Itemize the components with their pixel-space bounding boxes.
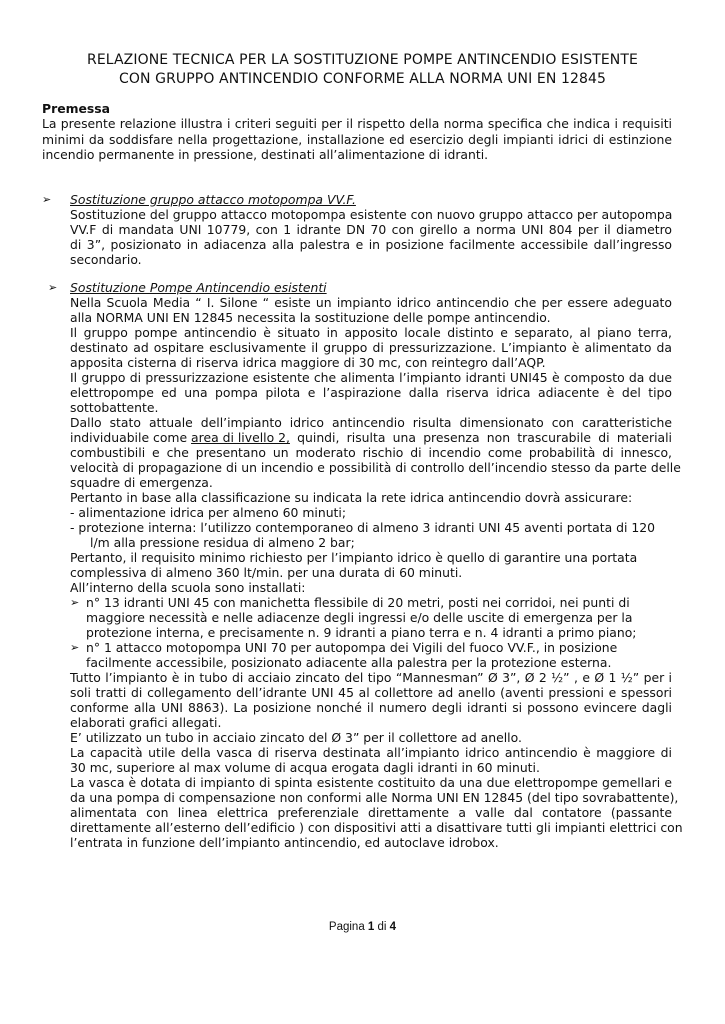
section2-line: Pertanto in base alla classificazione su indicata la rete idrica antincendio dovrà assicurare: — [70, 490, 633, 505]
sub-bullet-continuation: facilmente accessibile, posizionato adiacente alla palestra per la protezione esterna. — [86, 655, 612, 670]
section2-line: La vasca è dotata di impianto di spinta esistente costituito da una due elettropompe gemellari e — [70, 775, 672, 790]
section1-line: secondario. — [70, 252, 142, 267]
section2-line: combustibili e che presentano un moderato rischio di incendio come probabilità di innesco, — [70, 445, 672, 460]
section2-line: alimentata con linea elettrica preferenziale direttamente a valle dal contatore (passante — [70, 805, 672, 820]
area-livello-reference: area di livello 2, — [191, 430, 290, 445]
section2-line: Dallo stato attuale dell’impianto idrico antincendio risulta dimensionato con caratteristiche — [70, 415, 672, 430]
section2-line: Nella Scuola Media “ I. Silone “ esiste un impianto idrico antincendio che per essere adeguato — [70, 295, 672, 310]
livello-line — [70, 430, 672, 445]
premessa-line: La presente relazione illustra i criteri seguiti per il rispetto della norma specifica che indica i requisiti — [42, 116, 672, 131]
sub-bullet-item: n° 1 attacco motopompa UNI 70 per autopompa dei Vigili del fuoco VV.F., in posizione — [86, 640, 618, 655]
footer-prefix: Pagina — [328, 921, 368, 933]
premessa-line: incendio permanente in pressione, destinati all’alimentazione di idranti. — [42, 147, 489, 162]
section1-line: VV.F di mandata UNI 10779, con 1 idrante DN 70 con girello a norma UNI 804 per il diametro — [70, 222, 672, 237]
section2-line: Il gruppo di pressurizzazione esistente che alimenta l’impianto idranti UNI45 è composto da due — [70, 370, 672, 385]
section2-line: velocità di propagazione di un incendio e possibilità di controllo dell’incendio stesso da parte delle — [70, 460, 681, 475]
arrow-bullet-icon: ➢ — [48, 281, 58, 294]
section2-line: soli tratti di collegamento dell’idrante UNI 45 al collettore ad anello (aventi pressioni e spessori — [70, 685, 672, 700]
section2-line: Il gruppo pompe antincendio è situato in apposito locale distinto e separato, al piano terra, — [70, 325, 672, 340]
arrow-bullet-icon: ➢ — [42, 193, 52, 206]
section2-line: alla NORMA UNI EN 12845 necessita la sostituzione delle pompe antincendio. — [70, 310, 551, 325]
livello-suffix: quindi, risulta una presenza non trascurabile di materiali — [289, 430, 672, 445]
dash-item: - alimentazione idrica per almeno 60 minuti; — [70, 505, 347, 520]
section2-line: l’entrata in funzione dell’impianto antincendio, ed autoclave idrobox. — [70, 835, 499, 850]
sub-bullet-item: n° 13 idranti UNI 45 con manichetta flessibile di 20 metri, posti nei corridoi, nei punti di — [86, 595, 630, 610]
section2-line: apposita cisterna di riserva idrica maggiore di 30 mc, con reintegro dall’AQP. — [70, 355, 546, 370]
section2-line: sottobattente. — [70, 400, 159, 415]
dash-item: - protezione interna: l’utilizzo contemporaneo di almeno 3 idranti UNI 45 aventi portata di 120 — [70, 520, 655, 535]
livello-prefix: individuabile come — [70, 430, 192, 445]
section2-line: Tutto l’impianto è in tubo di acciaio zincato del tipo “Mannesman” Ø 3”, Ø 2 ½” , e Ø 1 ½” per i — [70, 670, 672, 685]
section2-line: 30 mc, superiore al max volume di acqua erogata dagli idranti in 60 minuti. — [70, 760, 540, 775]
premessa-heading: Premessa — [42, 101, 111, 116]
section2-line: Pertanto, il requisito minimo richiesto per l’impianto idrico è quello di garantire una portata — [70, 550, 638, 565]
premessa-line: minimi da soddisfare nella progettazione, installazione ed esercizio degli impianti idrici di estinzione — [42, 132, 672, 147]
footer-total-pages: 4 — [389, 921, 397, 933]
sub-bullet-continuation: protezione interna, e precisamente n. 9 idranti a piano terra e n. 4 idranti a primo piano; — [86, 625, 637, 640]
section2-line: direttamente all’esterno dell’edificio ) con dispositivi atti a disattivare tutti gli impianti elettrici con — [70, 820, 683, 835]
arrow-bullet-icon: ➢ — [70, 641, 80, 654]
sub-bullet-continuation: maggiore necessità e nelle adiacenze degli ingressi e/o delle uscite di emergenza per la — [86, 610, 633, 625]
footer-page-number: 1 — [367, 921, 375, 933]
section2-line: elettropompe ed una pompa pilota e l’aspirazione dalla riserva idrica adiacente è del tipo — [70, 385, 672, 400]
dash-item-continuation: l/m alla pressione residua di almeno 2 bar; — [90, 535, 355, 550]
document-title-line-2: CON GRUPPO ANTINCENDIO CONFORME ALLA NORMA UNI EN 12845 — [119, 71, 606, 87]
section2-line: squadre di emergenza. — [70, 475, 213, 490]
section2-line: All’interno della scuola sono installati: — [70, 580, 306, 595]
document-title-line-1: RELAZIONE TECNICA PER LA SOSTITUZIONE POMPE ANTINCENDIO ESISTENTE — [87, 52, 638, 68]
section1-line: Sostituzione del gruppo attacco motopompa esistente con nuovo gruppo attacco per autopompa — [70, 207, 673, 222]
section1-line: di 3”, posizionato in adiacenza alla palestra e in posizione facilmente accessibile dall’ingresso — [70, 237, 672, 252]
section2-line: La capacità utile della vasca di riserva destinata all’impianto idrico antincendio è maggiore di — [70, 745, 672, 760]
section2-line: elaborati grafici allegati. — [70, 715, 222, 730]
section-heading-attacco-motopompa: Sostituzione gruppo attacco motopompa VV.F. — [70, 192, 356, 207]
page-footer — [0, 921, 725, 933]
section-heading-pompe-antincendio: Sostituzione Pompe Antincendio esistenti — [70, 280, 327, 295]
section2-line: complessiva di almeno 360 lt/min. per una durata di 60 minuti. — [70, 565, 463, 580]
footer-middle: di — [374, 921, 390, 933]
section2-line: conforme alla UNI 8863). La posizione nonché il numero degli idranti si possono evincere dagli — [70, 700, 672, 715]
section2-line: da una pompa di compensazione non conformi alle Norma UNI EN 12845 (del tipo sovrabattente), — [70, 790, 679, 805]
arrow-bullet-icon: ➢ — [70, 596, 80, 609]
section2-line: destinato ad ospitare esclusivamente il gruppo di pressurizzazione. L’impianto è alimentato da — [70, 340, 672, 355]
section2-line: E’ utilizzato un tubo in acciaio zincato del Ø 3” per il collettore ad anello. — [70, 730, 522, 745]
